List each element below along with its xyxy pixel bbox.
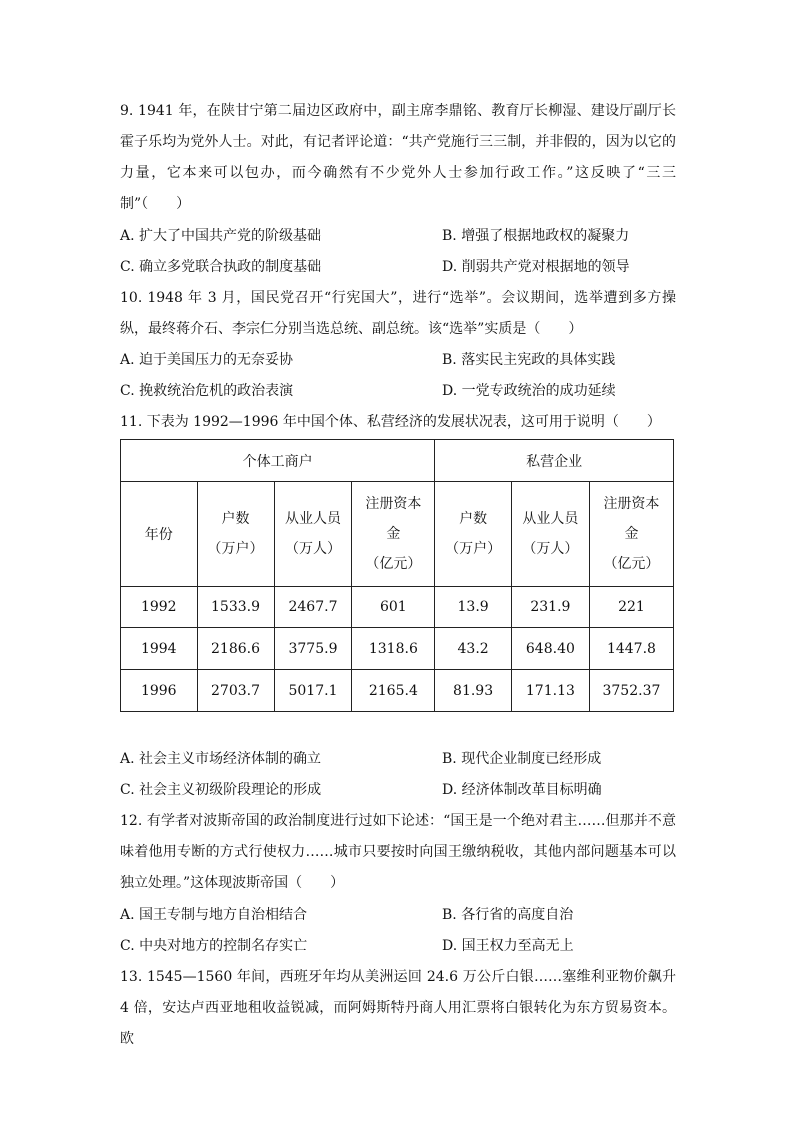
- group-header-individual: 个体工商户: [121, 440, 435, 482]
- table-cell: 231.9: [511, 587, 589, 628]
- column-header: 从业人员 （万人）: [274, 482, 352, 587]
- table-cell: 1447.8: [589, 628, 673, 670]
- table-cell: 3775.9: [274, 628, 352, 670]
- question-11-stem: 11. 下表为 1992—1996 年中国个体、私营经济的发展状况表，这可用于说明（ ）: [120, 414, 661, 430]
- column-header: 户数 （万户）: [197, 482, 274, 587]
- option-d[interactable]: D. 经济体制改革目标明确: [442, 782, 602, 798]
- question-9-options-row-1: [120, 221, 676, 252]
- question-10-options-row-2: [120, 376, 676, 407]
- question-12: [120, 806, 676, 899]
- table-cell: 5017.1: [274, 670, 352, 712]
- option-b[interactable]: B. 落实民主宪政的具体实践: [442, 352, 616, 368]
- option-c[interactable]: C. 挽救统治危机的政治表演: [120, 383, 294, 399]
- table-row: [121, 670, 674, 712]
- table-cell: 1994: [121, 628, 198, 670]
- option-c[interactable]: C. 社会主义初级阶段理论的形成: [120, 782, 322, 798]
- table-cell: 2703.7: [197, 670, 274, 712]
- economy-table: [120, 439, 674, 712]
- question-12-options-row-2: [120, 931, 676, 962]
- question-13: [120, 962, 676, 1055]
- option-c[interactable]: C. 中央对地方的控制名存实亡: [120, 938, 308, 954]
- table-cell: 43.2: [435, 628, 512, 670]
- option-c[interactable]: C. 确立多党联合执政的制度基础: [120, 259, 322, 275]
- table-cell: 1996: [121, 670, 198, 712]
- table-cell: 3752.37: [589, 670, 673, 712]
- question-11-options-row-1: [120, 744, 676, 775]
- option-d[interactable]: D. 国王权力至高无上: [442, 938, 574, 954]
- option-a[interactable]: A. 国王专制与地方自治相结合: [120, 907, 308, 923]
- option-d[interactable]: D. 一党专政统治的成功延续: [442, 383, 616, 399]
- question-12-options-row-1: [120, 900, 676, 931]
- table-column-header-row: [121, 482, 674, 587]
- table-row: [121, 587, 674, 628]
- table-cell: 648.40: [511, 628, 589, 670]
- table-row: [121, 628, 674, 670]
- question-10-stem: 10. 1948 年 3 月，国民党召开“行宪国大”，进行“选举”。会议期间，选举遭到多方操纵，最终蒋介石、李宗仁分别当选总统、副总统。该“选举”实质是（ ）: [120, 290, 676, 337]
- group-header-private: 私营企业: [435, 440, 674, 482]
- table-cell: 171.13: [511, 670, 589, 712]
- question-12-stem: 12. 有学者对波斯帝国的政治制度进行过如下论述：“国王是一个绝对君主……但那并不意味着他用专断的方式行使权力……城市只要按时向国王缴纳税收，其他内部问题基本可以独立处理。”这体现波斯帝国（ ）: [120, 813, 676, 891]
- column-header: 从业人员 （万人）: [511, 482, 589, 587]
- column-header: 户数 （万户）: [435, 482, 512, 587]
- table-group-header-row: [121, 440, 674, 482]
- table-cell: 601: [352, 587, 435, 628]
- column-header: 注册资本 金 （亿元）: [352, 482, 435, 587]
- table-cell: 1533.9: [197, 587, 274, 628]
- option-b[interactable]: B. 各行省的高度自治: [442, 907, 574, 923]
- question-9-options-row-2: [120, 252, 676, 283]
- option-b[interactable]: B. 增强了根据地政权的凝聚力: [442, 228, 630, 244]
- option-d[interactable]: D. 削弱共产党对根据地的领导: [442, 259, 630, 275]
- question-9-stem: 9. 1941 年，在陕甘宁第二届边区政府中，副主席李鼎铭、教育厅长柳湿、建设厅副厅长霍子乐均为党外人士。对此，有记者评论道：“共产党施行三三制，并非假的，因为以它的力量，它本来可以包办，而今确然有不少党外人士参加行政工作。”这反映了“三三制”（ ）: [120, 103, 676, 212]
- question-10-options-row-1: [120, 345, 676, 376]
- table-cell: 1318.6: [352, 628, 435, 670]
- table-cell: 2165.4: [352, 670, 435, 712]
- option-a[interactable]: A. 扩大了中国共产党的阶级基础: [120, 228, 322, 244]
- option-a[interactable]: A. 迫于美国压力的无奈妥协: [120, 352, 294, 368]
- table-cell: 81.93: [435, 670, 512, 712]
- question-13-stem: 13. 1545—1560 年间，西班牙年均从美洲运回 24.6 万公斤白银……塞维利亚物价飙升 4 倍，安达卢西亚地租收益锐减，而阿姆斯特丹商人用汇票将白银转化为东方贸易资本。欧: [120, 969, 676, 1047]
- table-cell: 2467.7: [274, 587, 352, 628]
- table-cell: 2186.6: [197, 628, 274, 670]
- table-cell: 1992: [121, 587, 198, 628]
- question-9: [120, 96, 676, 220]
- column-header: 注册资本 金 （亿元）: [589, 482, 673, 587]
- year-header: 年份: [121, 482, 198, 587]
- table-cell: 221: [589, 587, 673, 628]
- question-10: [120, 283, 676, 345]
- option-a[interactable]: A. 社会主义市场经济体制的确立: [120, 751, 322, 767]
- question-11-options-row-2: [120, 775, 676, 806]
- question-11: [120, 407, 676, 438]
- option-b[interactable]: B. 现代企业制度已经形成: [442, 751, 602, 767]
- table-cell: 13.9: [435, 587, 512, 628]
